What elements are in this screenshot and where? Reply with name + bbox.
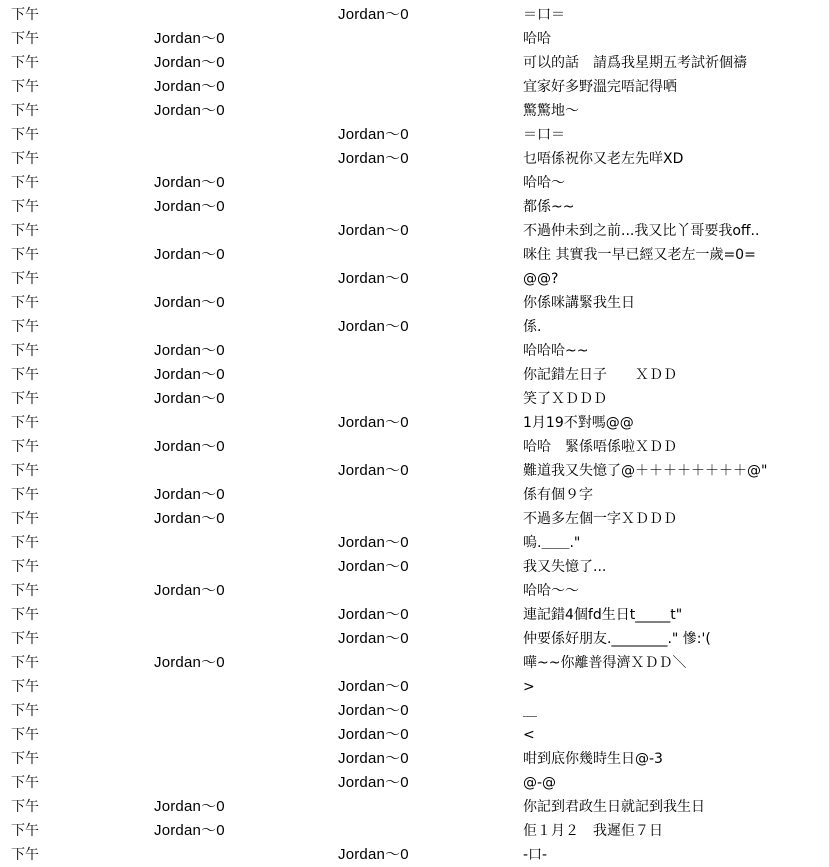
message-sender: Jordan～0 xyxy=(338,630,409,647)
message-time: 下午 xyxy=(11,127,39,143)
message-text: 哈哈～～ xyxy=(523,583,579,599)
message-text: ＝口＝ xyxy=(523,7,565,23)
message-text: < xyxy=(523,727,535,743)
message-sender: Jordan～0 xyxy=(338,774,409,791)
message-time: 下午 xyxy=(11,727,39,743)
message-text: 連記錯4個fd生日t_____t" xyxy=(523,607,683,623)
message-sender: Jordan～0 xyxy=(338,702,409,719)
message-time: 下午 xyxy=(11,103,39,119)
message-text: 仲要係好朋友.________." 慘:'( xyxy=(523,631,711,647)
message-text: 笑了ＸＤＤＤ xyxy=(523,391,607,407)
message-time: 下午 xyxy=(11,31,39,47)
chat-row xyxy=(0,219,830,243)
message-text: 係. xyxy=(523,319,542,335)
message-sender: Jordan～0 xyxy=(338,270,409,287)
message-sender: Jordan～0 xyxy=(154,198,225,215)
message-sender: Jordan～0 xyxy=(338,462,409,479)
message-sender: Jordan～0 xyxy=(338,126,409,143)
chat-row xyxy=(0,771,830,795)
message-sender: Jordan～0 xyxy=(338,606,409,623)
chat-row xyxy=(0,195,830,219)
message-time: 下午 xyxy=(11,655,39,671)
message-sender: Jordan～0 xyxy=(154,30,225,47)
chat-row xyxy=(0,819,830,843)
chat-row xyxy=(0,123,830,147)
message-text: 咁到底你幾時生日@-3 xyxy=(523,751,663,767)
message-text: 你係咪講緊我生日 xyxy=(523,295,635,311)
message-sender: Jordan～0 xyxy=(338,414,409,431)
message-sender: Jordan～0 xyxy=(338,678,409,695)
message-time: 下午 xyxy=(11,751,39,767)
chat-row xyxy=(0,267,830,291)
chat-row xyxy=(0,51,830,75)
message-text: 都係~~ xyxy=(523,199,575,215)
message-time: 下午 xyxy=(11,151,39,167)
message-time: 下午 xyxy=(11,487,39,503)
chat-row xyxy=(0,435,830,459)
message-time: 下午 xyxy=(11,775,39,791)
message-text: 1月19不對嗎@@ xyxy=(523,415,634,431)
message-sender: Jordan～0 xyxy=(154,582,225,599)
message-time: 下午 xyxy=(11,295,39,311)
chat-row xyxy=(0,795,830,819)
message-text: 難道我又失憶了@＋＋＋＋＋＋＋＋@" xyxy=(523,463,768,479)
message-text: -口- xyxy=(523,847,548,863)
chat-row xyxy=(0,27,830,51)
message-sender: Jordan～0 xyxy=(154,342,225,359)
message-sender: Jordan～0 xyxy=(338,726,409,743)
message-time: 下午 xyxy=(11,79,39,95)
message-sender: Jordan～0 xyxy=(338,846,409,863)
message-sender: Jordan～0 xyxy=(338,750,409,767)
chat-row xyxy=(0,147,830,171)
chat-row xyxy=(0,315,830,339)
message-sender: Jordan～0 xyxy=(154,654,225,671)
message-time: 下午 xyxy=(11,607,39,623)
chat-row xyxy=(0,531,830,555)
message-text: ＝口＝ xyxy=(523,127,565,143)
message-time: 下午 xyxy=(11,55,39,71)
chat-row xyxy=(0,603,830,627)
message-sender: Jordan～0 xyxy=(154,102,225,119)
message-text: 我又失憶了... xyxy=(523,559,607,575)
message-text: 可以的話 請爲我星期五考試祈個禱 xyxy=(523,55,747,71)
message-text: ＿ xyxy=(523,703,537,719)
chat-row xyxy=(0,699,830,723)
chat-row xyxy=(0,747,830,771)
message-sender: Jordan～0 xyxy=(154,798,225,815)
chat-row xyxy=(0,627,830,651)
message-text: > xyxy=(523,679,535,695)
message-text: 係有個９字 xyxy=(523,487,593,503)
message-text: 哈哈 xyxy=(523,31,551,47)
chat-row xyxy=(0,651,830,675)
message-sender: Jordan～0 xyxy=(338,6,409,23)
message-time: 下午 xyxy=(11,367,39,383)
chat-row xyxy=(0,3,830,27)
chat-row xyxy=(0,675,830,699)
message-time: 下午 xyxy=(11,463,39,479)
message-sender: Jordan～0 xyxy=(338,534,409,551)
message-sender: Jordan～0 xyxy=(154,438,225,455)
message-time: 下午 xyxy=(11,199,39,215)
chat-row xyxy=(0,339,830,363)
message-text: 你記到君政生日就記到我生日 xyxy=(523,799,705,815)
message-text: 不過仲未到之前...我又比丫哥要我off.. xyxy=(523,223,760,239)
message-text: 咪住 其實我一早已經又老左一歲=0= xyxy=(523,247,756,263)
message-sender: Jordan～0 xyxy=(154,486,225,503)
message-time: 下午 xyxy=(11,559,39,575)
chat-row xyxy=(0,411,830,435)
message-time: 下午 xyxy=(11,391,39,407)
message-time: 下午 xyxy=(11,847,39,863)
message-sender: Jordan～0 xyxy=(154,246,225,263)
message-sender: Jordan～0 xyxy=(154,174,225,191)
message-time: 下午 xyxy=(11,175,39,191)
message-text: 宜家好多野溫完唔記得哂 xyxy=(523,79,677,95)
chat-row xyxy=(0,723,830,747)
message-time: 下午 xyxy=(11,535,39,551)
message-text: 佢１月２ 我遲佢７日 xyxy=(523,823,663,839)
message-time: 下午 xyxy=(11,223,39,239)
message-sender: Jordan～0 xyxy=(154,366,225,383)
message-sender: Jordan～0 xyxy=(338,318,409,335)
message-sender: Jordan～0 xyxy=(338,222,409,239)
chat-row xyxy=(0,243,830,267)
message-time: 下午 xyxy=(11,343,39,359)
chat-row xyxy=(0,843,830,867)
message-time: 下午 xyxy=(11,247,39,263)
message-time: 下午 xyxy=(11,511,39,527)
message-time: 下午 xyxy=(11,799,39,815)
chat-row xyxy=(0,459,830,483)
message-text: 哈哈～ xyxy=(523,175,565,191)
message-time: 下午 xyxy=(11,415,39,431)
chat-row xyxy=(0,387,830,411)
message-text: 你記錯左日子 ＸＤＤ xyxy=(523,367,677,383)
message-sender: Jordan～0 xyxy=(154,510,225,527)
chat-row xyxy=(0,171,830,195)
message-sender: Jordan～0 xyxy=(154,390,225,407)
chat-row xyxy=(0,363,830,387)
message-time: 下午 xyxy=(11,679,39,695)
message-text: 哈哈哈~~ xyxy=(523,343,589,359)
message-text: 不過多左個一字ＸＤＤＤ xyxy=(523,511,677,527)
message-sender: Jordan～0 xyxy=(154,294,225,311)
chat-row xyxy=(0,291,830,315)
chat-row xyxy=(0,483,830,507)
chat-row xyxy=(0,75,830,99)
message-sender: Jordan～0 xyxy=(338,150,409,167)
chat-row xyxy=(0,555,830,579)
message-text: @-@ xyxy=(523,775,557,791)
message-text: 乜唔係祝你又老左先咩XD xyxy=(523,151,684,167)
message-time: 下午 xyxy=(11,271,39,287)
message-text: 哈哈 緊係唔係啦ＸＤＤ xyxy=(523,439,677,455)
message-sender: Jordan～0 xyxy=(154,822,225,839)
message-text: @@? xyxy=(523,271,559,287)
message-sender: Jordan～0 xyxy=(154,78,225,95)
message-time: 下午 xyxy=(11,319,39,335)
message-time: 下午 xyxy=(11,631,39,647)
message-text: 驚驚地～ xyxy=(523,103,579,119)
message-time: 下午 xyxy=(11,583,39,599)
message-text: 嘩~~你離普得濟ＸＤＤ＼ xyxy=(523,655,687,671)
message-time: 下午 xyxy=(11,7,39,23)
message-time: 下午 xyxy=(11,703,39,719)
message-time: 下午 xyxy=(11,439,39,455)
chat-row xyxy=(0,507,830,531)
message-text: 嗚.＿＿." xyxy=(523,535,581,551)
chat-row xyxy=(0,99,830,123)
message-sender: Jordan～0 xyxy=(338,558,409,575)
message-sender: Jordan～0 xyxy=(154,54,225,71)
message-time: 下午 xyxy=(11,823,39,839)
chat-row xyxy=(0,579,830,603)
